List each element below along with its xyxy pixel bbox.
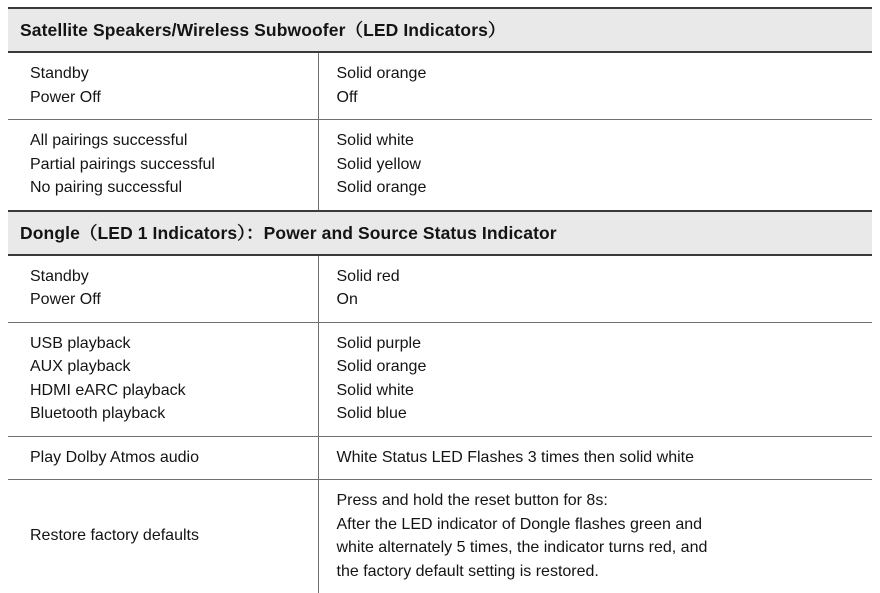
row-label-cell — [8, 322, 318, 436]
row-value-cell — [318, 255, 872, 322]
row-value-cell — [318, 480, 872, 593]
row-label: All pairings successful — [30, 129, 310, 153]
row-label: Power Off — [30, 288, 310, 312]
table-row — [8, 322, 872, 436]
row-label: AUX playback — [30, 355, 310, 379]
table-row — [8, 436, 872, 479]
row-label: Partial pairings successful — [30, 153, 310, 177]
table-row — [8, 52, 872, 119]
row-label-cell — [8, 52, 318, 119]
row-value: Solid purple — [337, 332, 865, 356]
row-label-cell — [8, 436, 318, 479]
row-value-cell — [318, 436, 872, 479]
row-label: USB playback — [30, 332, 310, 356]
row-label: No pairing successful — [30, 176, 310, 200]
row-value: white alternately 5 times, the indicator turns red, and — [337, 536, 865, 560]
section-heading-satellite: Satellite Speakers/Wireless Subwoofer（LED Indicators） — [8, 8, 872, 52]
section-heading-dongle: Dongle（LED 1 Indicators）：Power and Source Status Indicator — [8, 211, 872, 255]
row-value: On — [337, 288, 865, 312]
row-label-cell — [8, 480, 318, 593]
table-row — [8, 255, 872, 322]
row-value: Solid orange — [337, 355, 865, 379]
row-label: HDMI eARC playback — [30, 379, 310, 403]
row-value: After the LED indicator of Dongle flashes green and — [337, 513, 865, 537]
row-value: Press and hold the reset button for 8s: — [337, 489, 865, 513]
row-value-cell — [318, 322, 872, 436]
table-row — [8, 120, 872, 211]
row-label: Restore factory defaults — [30, 524, 310, 548]
row-value: Solid orange — [337, 176, 865, 200]
row-label: Power Off — [30, 86, 310, 110]
table-row — [8, 480, 872, 593]
row-value: Solid white — [337, 129, 865, 153]
row-value: Solid red — [337, 265, 865, 289]
section-header-row — [8, 8, 872, 52]
row-label: Standby — [30, 62, 310, 86]
row-value: Solid yellow — [337, 153, 865, 177]
row-value: Solid white — [337, 379, 865, 403]
row-value: White Status LED Flashes 3 times then solid white — [337, 446, 865, 470]
row-label-cell — [8, 120, 318, 211]
row-value: Off — [337, 86, 865, 110]
led-indicator-table — [8, 7, 872, 593]
table-body — [8, 8, 872, 593]
row-value-cell — [318, 52, 872, 119]
section-header-row — [8, 211, 872, 255]
row-value: Solid blue — [337, 402, 865, 426]
row-label: Standby — [30, 265, 310, 289]
row-value-cell — [318, 120, 872, 211]
row-label-cell — [8, 255, 318, 322]
row-value: Solid orange — [337, 62, 865, 86]
row-label: Bluetooth playback — [30, 402, 310, 426]
row-value: the factory default setting is restored. — [337, 560, 865, 584]
row-label: Play Dolby Atmos audio — [30, 446, 310, 470]
